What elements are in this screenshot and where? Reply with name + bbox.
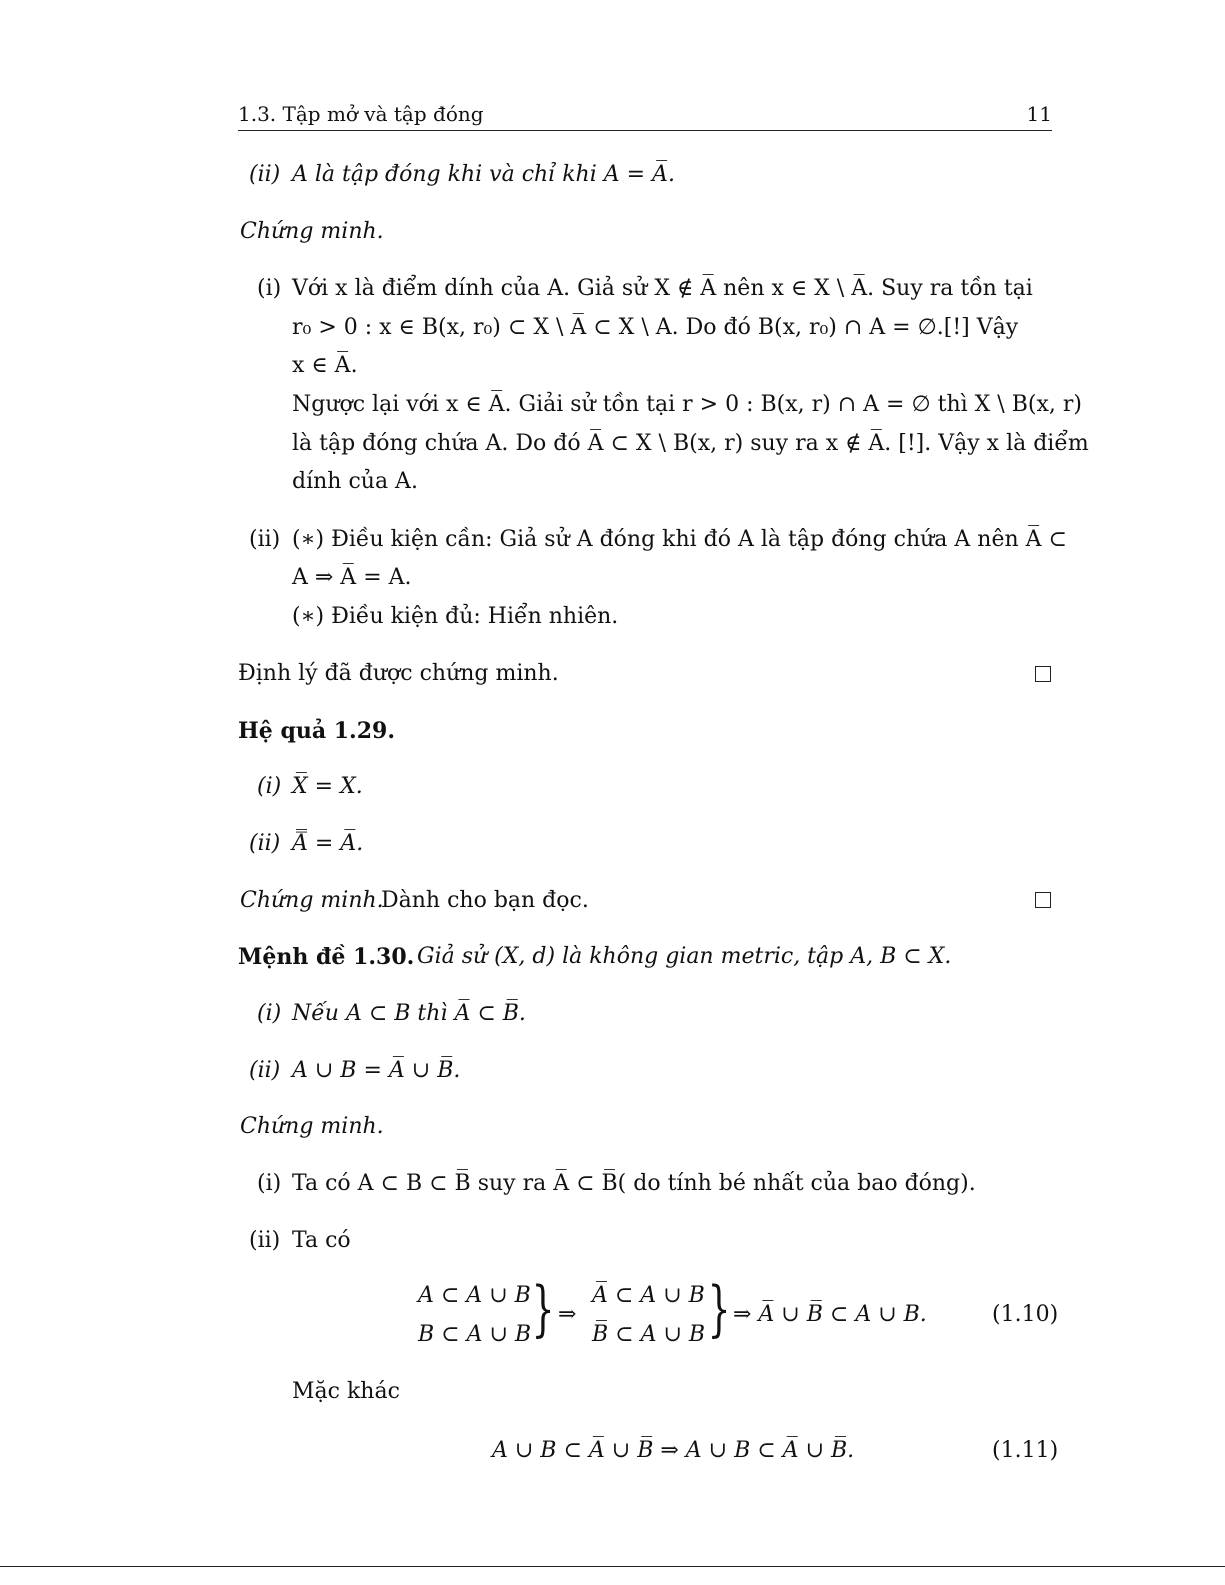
section-title: 1.3. Tập mở và tập đóng [238, 102, 484, 126]
proof-heading: Chứng minh. [240, 888, 384, 913]
proof-heading: Chứng minh. [240, 1114, 384, 1139]
proof-conclusion: Định lý đã được chứng minh. [238, 661, 559, 686]
proof-line: (∗) Điều kiện đủ: Hiển nhiên. [292, 604, 619, 629]
equation-term: A̅ ⊂ A ∪ B [592, 1283, 705, 1308]
proof-line: A ⇒ A̅ = A. [292, 565, 412, 590]
proof-line: Ngược lại với x ∈ A̅. Giải sử tồn tại r > 0 : B(x, r) ∩ A = ∅ thì X \ B(x, r) [292, 392, 1082, 417]
corollary-item-label: (i) [257, 774, 282, 799]
proposition-heading: Mệnh đề 1.30. [238, 944, 415, 970]
proof-item-label: (i) [257, 1171, 282, 1196]
corollary-item-text: X̅ = X. [292, 774, 363, 799]
proposition-item-label: (ii) [249, 1058, 281, 1083]
proof-item-label: (i) [257, 276, 282, 301]
proof-line: là tập đóng chứa A. Do đó A̅ ⊂ X \ B(x, r) suy ra x ∉ A̅. [!]. Vậy x là điểm [292, 431, 1089, 456]
proof-line: Mặc khác [292, 1379, 400, 1404]
proof-line: Ta có A ⊂ B ⊂ B̅ suy ra A̅ ⊂ B̅( do tính bé nhất của bao đóng). [292, 1171, 976, 1196]
proof-text: Dành cho bạn đọc. [381, 888, 589, 913]
proposition-item-text: Nếu A ⊂ B thì A̅ ⊂ B̅. [292, 1001, 526, 1026]
corollary-item-text: A̿ = A̅. [292, 831, 364, 856]
equation-term: B̅ ⊂ A ∪ B [592, 1322, 706, 1347]
equation-number: (1.11) [992, 1438, 1059, 1463]
qed-square [1035, 666, 1051, 682]
running-header [238, 100, 1052, 131]
page-number: 11 [1026, 102, 1052, 126]
proposition-statement: Giả sử (X, d) là không gian metric, tập A, B ⊂ X. [417, 944, 952, 969]
proof-heading: Chứng minh. [240, 219, 384, 244]
theorem-item-label: (ii) [249, 162, 281, 187]
corollary-item-label: (ii) [249, 831, 281, 856]
qed-square [1035, 892, 1051, 908]
right-brace-symbol: } [707, 1274, 731, 1344]
proof-line: (∗) Điều kiện cần: Giả sử A đóng khi đó A là tập đóng chứa A nên A̅ ⊂ [292, 527, 1067, 552]
proof-item-label: (ii) [249, 527, 281, 552]
proof-line: r₀ > 0 : x ∈ B(x, r₀) ⊂ X \ A̅ ⊂ X \ A. Do đó B(x, r₀) ∩ A = ∅.[!] Vậy [292, 315, 1019, 340]
proof-line: dính của A. [292, 469, 418, 494]
proof-line: Với x là điểm dính của A. Giả sử X ∉ A̅ nên x ∈ X \ A̅. Suy ra tồn tại [292, 276, 1033, 301]
proof-line: Ta có [292, 1228, 351, 1253]
proposition-item-text: A ∪ B = A̅ ∪ B̅. [292, 1058, 461, 1083]
equation-term: ⇒ A̅ ∪ B̅ ⊂ A ∪ B. [733, 1302, 927, 1327]
equation-term: A ∪ B ⊂ A̅ ∪ B̅ ⇒ A ∪ B ⊂ A̅ ∪ B̅. [492, 1438, 855, 1463]
proof-item-label: (ii) [249, 1228, 281, 1253]
equation-number: (1.10) [992, 1302, 1059, 1327]
theorem-item-text: A là tập đóng khi và chỉ khi A = A̅. [292, 162, 675, 187]
proof-line: x ∈ A̅. [292, 353, 358, 378]
right-brace-symbol: } [531, 1274, 555, 1344]
implies-symbol: ⇒ [558, 1302, 577, 1327]
corollary-heading: Hệ quả 1.29. [238, 718, 395, 744]
equation-term: A ⊂ A ∪ B [418, 1283, 531, 1308]
proposition-item-label: (i) [257, 1001, 282, 1026]
equation-term: B ⊂ A ∪ B [418, 1322, 532, 1347]
page-bottom-rule [0, 1566, 1225, 1567]
